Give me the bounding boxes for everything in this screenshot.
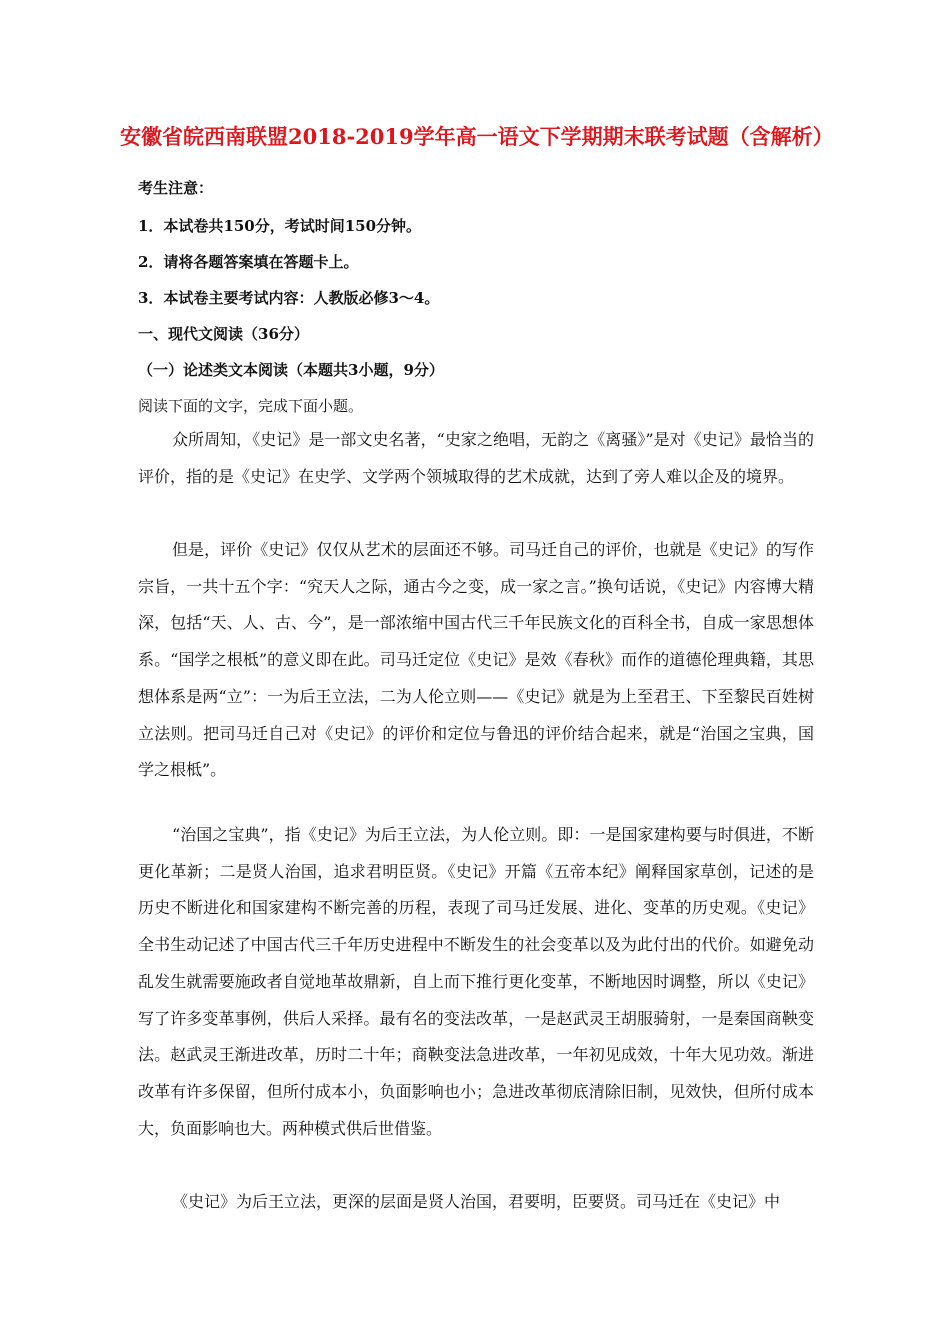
note-item-2: 2．请将各题答案填在答题卡上。 xyxy=(138,253,359,271)
notes-header: 考生注意： xyxy=(138,179,214,197)
reading-instruction: 阅读下面的文字，完成下面小题。 xyxy=(138,397,364,415)
document-title: 安徽省皖西南联盟2018-2019学年高一语文下学期期末联考试题（含解析） xyxy=(120,124,834,149)
paragraph-4: 《史记》为后王立法，更深的层面是贤人治国，君要明，臣要贤。司马迁在《史记》中 xyxy=(172,1192,781,1211)
paragraph-3: “治国之宝典”，指《史记》为后王立法，为人伦立则。即：一是国家建构要与时俱进，不断更化革新；二是贤人治国，追求君明臣贤。《史记》开篇《五帝本纪》阐释国家草创，记述的是历史不断进化和国家建构不断完善的历程，表现了司马迁发展、进化、变革的历史观。《史记》全书生动记述了中国古代三千年历史进程中不断发生的社会变革以及为此付出的代价。如避免动乱发生就需要施政者自觉地革故鼎新，自上而下推行更化变革，不断地因时调整，所以《史记》写了许多变革事例，供后人采择。最有名的变法改革，一是赵武灵王胡服骑射，一是秦国商鞅变法。赵武灵王渐进改革，历时二十年；商鞅变法急进改革，一年初见成效，十年大见功效。渐进改革有许多保留，但所付成本小，负面影响也小；急进改革彻底清除旧制，见效快，但所付成本大，负面影响也大。两种模式供后世借鉴。 xyxy=(138,825,814,1138)
paragraph-2: 但是，评价《史记》仅仅从艺术的层面还不够。司马迁自己的评价，也就是《史记》的写作宗旨，一共十五个字：“究天人之际，通古今之变，成一家之言。”换句话说，《史记》内容博大精深，包括“天、人、古、今”，是一部浓缩中国古代三千年民族文化的百科全书，自成一家思想体系。“国学之根柢”的意义即在此。司马迁定位《史记》是效《春秋》而作的道德伦理典籍，其思想体系是两“立”：一为后王立法，二为人伦立则——《史记》就是为上至君王、下至黎民百姓树立法则。把司马迁自己对《史记》的评价和定位与鲁迅的评价结合起来，就是“治国之宝典，国学之根柢”。 xyxy=(138,540,814,780)
section-heading: 一、现代文阅读（36分） xyxy=(138,325,309,343)
note-item-1: 1．本试卷共150分，考试时间150分钟。 xyxy=(138,217,422,235)
subsection-heading: （一）论述类文本阅读（本题共3小题，9分） xyxy=(138,361,444,379)
paragraph-1: 众所周知，《史记》是一部文史名著，“史家之绝唱，无韵之《离骚》”是对《史记》最恰当的评价，指的是《史记》在史学、文学两个领城取得的艺术成就，达到了旁人难以企及的境界。 xyxy=(138,430,814,486)
note-item-3: 3．本试卷主要考试内容：人教版必修3～4。 xyxy=(138,289,440,307)
